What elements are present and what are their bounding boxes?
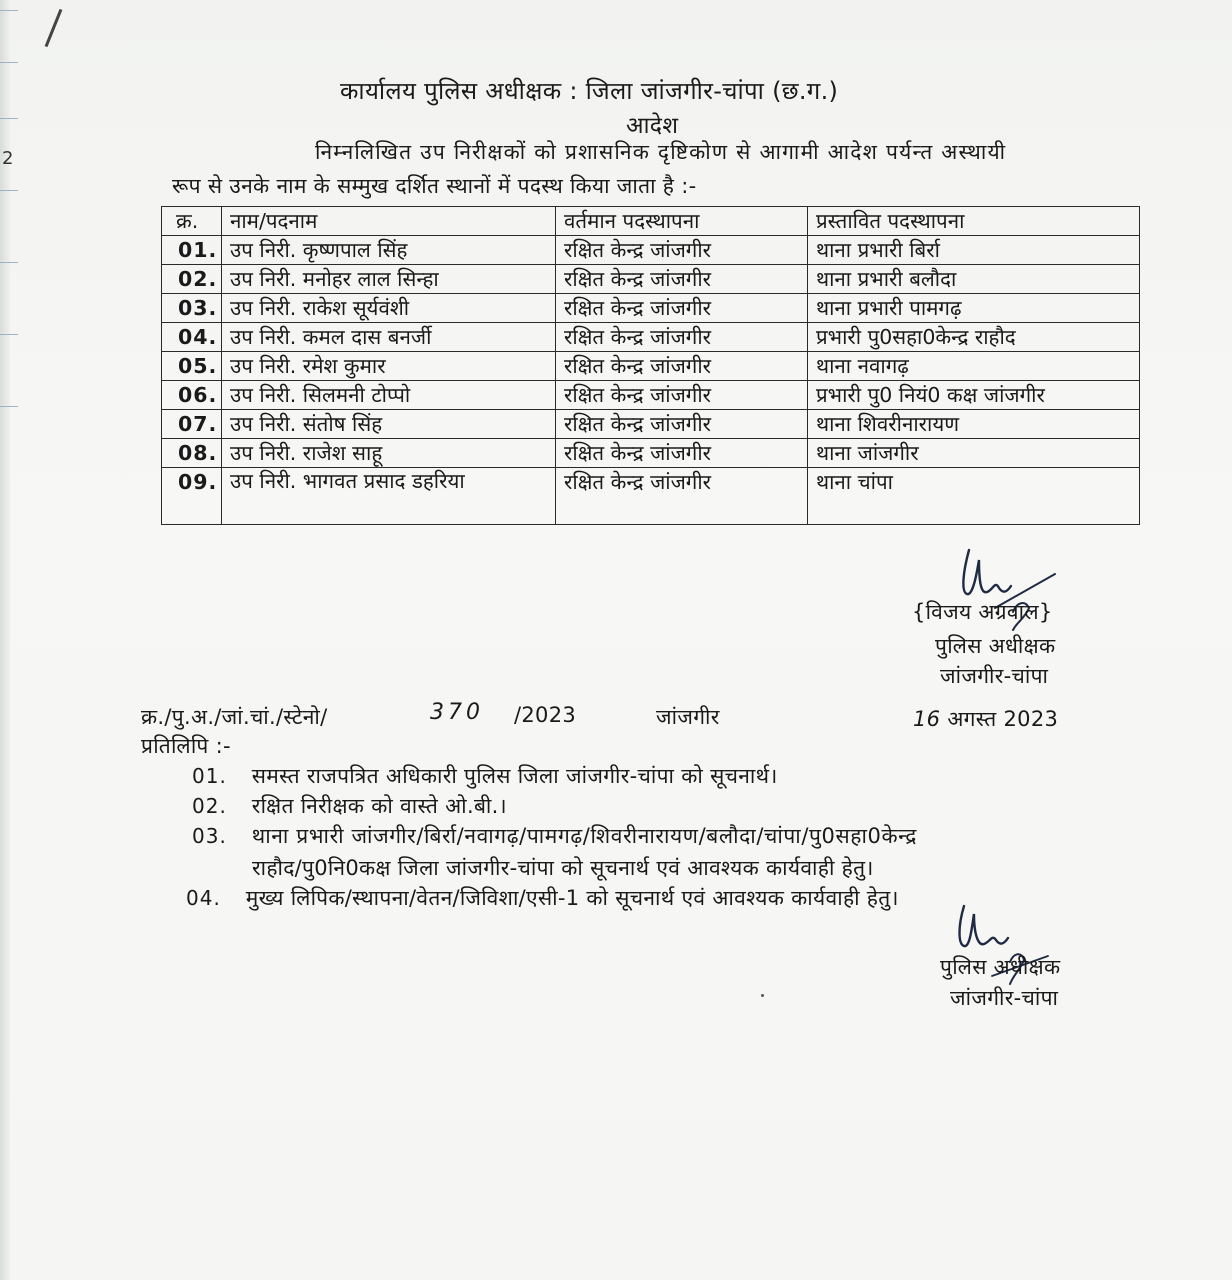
notebook-line	[0, 118, 18, 119]
signatory-designation: पुलिस अधीक्षक	[940, 955, 1061, 979]
cell-proposed: प्रभारी पु0 नियं0 कक्ष जांजगीर	[808, 381, 1140, 410]
column-header-sno: क्र.	[162, 207, 222, 236]
signatory-designation: पुलिस अधीक्षक	[935, 634, 1056, 658]
cell-name: उप निरी. संतोष सिंह	[222, 410, 556, 439]
list-item-text: समस्त राजपत्रित अधिकारी पुलिस जिला जांजगीर-चांपा को सूचनार्थ।	[251, 764, 778, 788]
cell-current: रक्षित केन्द्र जांजगीर	[556, 236, 808, 265]
cell-current: रक्षित केन्द्र जांजगीर	[556, 410, 808, 439]
pen-stroke	[45, 9, 63, 47]
cell-proposed: थाना प्रभारी बलौदा	[808, 265, 1140, 294]
reference-number: 370	[430, 700, 484, 725]
posting-table	[161, 206, 1140, 525]
cell-proposed: थाना जांजगीर	[808, 439, 1140, 468]
table-row	[162, 468, 1140, 525]
cell-sno: 02.	[162, 265, 222, 294]
cell-name: उप निरी. कृष्णपाल सिंह	[222, 236, 556, 265]
cell-sno: 07.	[162, 410, 222, 439]
cell-current: रक्षित केन्द्र जांजगीर	[556, 352, 808, 381]
notebook-line	[0, 262, 18, 263]
list-item-continuation: राहौद/पु0नि0कक्ष जिला जांजगीर-चांपा को सूचनार्थ एवं आवश्यक कार्यवाही हेतु।	[252, 856, 874, 880]
column-header-name: नाम/पदनाम	[222, 207, 556, 236]
cell-sno: 05.	[162, 352, 222, 381]
table-row	[162, 352, 1140, 381]
cell-sno: 01.	[162, 236, 222, 265]
table-header-row	[162, 207, 1140, 236]
notebook-line	[0, 334, 18, 335]
cell-name: उप निरी. सिलमनी टोप्पो	[222, 381, 556, 410]
table-row	[162, 323, 1140, 352]
list-item-number: 01.	[192, 764, 227, 788]
order-date	[913, 705, 1058, 733]
date-day: 16	[913, 707, 941, 731]
list-item	[192, 792, 507, 820]
date-month-year: अगस्त 2023	[947, 707, 1059, 731]
table-row	[162, 236, 1140, 265]
cell-name: उप निरी. मनोहर लाल सिन्हा	[222, 265, 556, 294]
notebook-line	[0, 190, 18, 191]
cell-current: रक्षित केन्द्र जांजगीर	[556, 323, 808, 352]
cell-proposed: थाना चांपा	[808, 468, 1140, 525]
signatory-place: जांजगीर-चांपा	[940, 664, 1049, 688]
cell-proposed: थाना नवागढ़	[808, 352, 1140, 381]
cell-sno: 03.	[162, 294, 222, 323]
notebook-line	[0, 406, 18, 407]
cell-proposed: थाना प्रभारी बिर्रा	[808, 236, 1140, 265]
cell-proposed: थाना प्रभारी पामगढ़	[808, 294, 1140, 323]
list-item	[186, 884, 899, 912]
list-item-text: थाना प्रभारी जांजगीर/बिर्रा/नवागढ़/पामगढ़/शिवरीनारायण/बलौदा/चांपा/पु0सहा0केन्द्र	[251, 824, 918, 848]
margin-mark: 2	[2, 148, 14, 169]
notebook-line	[0, 10, 18, 11]
cell-name: उप निरी. रमेश कुमार	[222, 352, 556, 381]
cell-name: उप निरी. राजेश साहू	[222, 439, 556, 468]
signature-1	[955, 542, 1065, 642]
intro-line-1: निम्नलिखित उप निरीक्षकों को प्रशासनिक दृष्टिकोण से आगामी आदेश पर्यन्त अस्थायी	[315, 140, 1007, 164]
column-header-proposed: प्रस्तावित पदस्थापना	[808, 207, 1140, 236]
cell-name: उप निरी. भागवत प्रसाद डहरिया	[222, 468, 556, 525]
cell-proposed: थाना शिवरीनारायण	[808, 410, 1140, 439]
page-edge	[0, 0, 10, 1280]
cell-name: उप निरी. कमल दास बनर्जी	[222, 323, 556, 352]
cell-name: उप निरी. राकेश सूर्यवंशी	[222, 294, 556, 323]
signatory-place: जांजगीर-चांपा	[950, 986, 1059, 1010]
list-item-number: 02.	[192, 794, 227, 818]
cell-proposed: प्रभारी पु0सहा0केन्द्र राहौद	[808, 323, 1140, 352]
cell-sno: 09.	[162, 468, 222, 525]
cell-current: रक्षित केन्द्र जांजगीर	[556, 468, 808, 525]
cell-current: रक्षित केन्द्र जांजगीर	[556, 381, 808, 410]
table-row	[162, 439, 1140, 468]
list-item-text: मुख्य लिपिक/स्थापना/वेतन/जिविशा/एसी-1 को सूचनार्थ एवं आवश्यक कार्यवाही हेतु।	[245, 886, 899, 910]
signatory-name: {विजय अग्रवाल}	[912, 600, 1053, 624]
list-item-number: 04.	[186, 886, 221, 910]
cell-sno: 04.	[162, 323, 222, 352]
copy-to-heading: प्रतिलिपि :-	[141, 734, 231, 758]
table-row	[162, 294, 1140, 323]
cell-current: रक्षित केन्द्र जांजगीर	[556, 265, 808, 294]
table-row	[162, 410, 1140, 439]
ink-dot	[761, 994, 764, 997]
cell-sno: 08.	[162, 439, 222, 468]
column-header-current: वर्तमान पदस्थापना	[556, 207, 808, 236]
order-title: आदेश	[626, 113, 679, 139]
cell-sno: 06.	[162, 381, 222, 410]
office-title: कार्यालय पुलिस अधीक्षक : जिला जांजगीर-चांपा (छ.ग.)	[340, 77, 839, 105]
list-item	[192, 822, 917, 850]
intro-line-2: रूप से उनके नाम के सम्मुख दर्शित स्थानों में पदस्थ किया जाता है :-	[172, 174, 697, 198]
reference-place: जांजगीर	[656, 705, 720, 729]
list-item	[192, 762, 778, 790]
cell-current: रक्षित केन्द्र जांजगीर	[556, 439, 808, 468]
cell-current: रक्षित केन्द्र जांजगीर	[556, 294, 808, 323]
notebook-line	[0, 62, 18, 63]
list-item-text: रक्षित निरीक्षक को वास्ते ओ.बी.।	[251, 794, 507, 818]
table-row	[162, 381, 1140, 410]
reference-prefix: क्र./पु.अ./जां.चां./स्टेनो/	[141, 705, 328, 729]
table-row	[162, 265, 1140, 294]
list-item-number: 03.	[192, 824, 227, 848]
reference-year: /2023	[514, 703, 577, 727]
